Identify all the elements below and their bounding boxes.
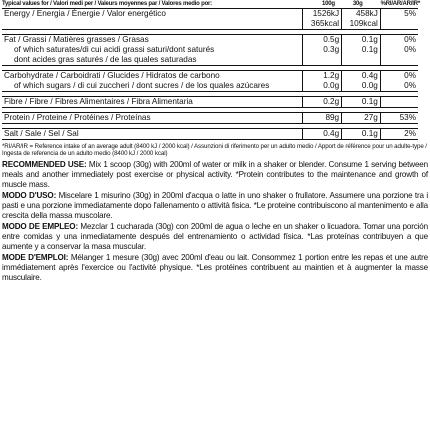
table-row: [2, 45, 418, 55]
row-name: Salt / Sale / Sel / Sal: [2, 129, 303, 140]
nutrition-label: [2, 0, 428, 284]
row-value-30g: 0.4g: [342, 71, 381, 82]
row-ri: 0%: [380, 71, 418, 82]
row-value-100g: 89g: [303, 113, 342, 124]
row-name: Protein / Proteine / Protéines / Proteínas: [2, 113, 303, 124]
row-ri: 0%: [380, 45, 418, 55]
table-row: [2, 97, 418, 108]
usage-es: [2, 222, 428, 252]
row-name: of which sugars / di cui zuccheri / dont sucres / de los quales azúcares: [2, 81, 303, 92]
table-header: [2, 0, 428, 8]
row-ri: 2%: [380, 129, 418, 140]
table-row: [2, 9, 418, 20]
table-row: [2, 81, 418, 92]
nutrition-table: [2, 8, 418, 140]
usage-text: Mezclar 1 cucharada (30g) con 200ml de agua o leche en un shaker o licuadora. Tomar una porción entre comidas y una inmediatamente después del entrenamiento o actividad física. *Las proteínas contribuyen a que aumente y a conservar la masa muscular.: [2, 222, 429, 251]
usage-label: MODO D'USO:: [2, 191, 57, 200]
usage-label: RECOMMENDED USE:: [2, 160, 87, 169]
table-row: [2, 55, 418, 66]
row-value-30g: 0.0g: [342, 81, 381, 92]
row-ri: 53%: [380, 113, 418, 124]
usage-en: [2, 160, 428, 190]
header-col-ri: %RI/AR/AR/IR*: [380, 1, 420, 7]
usage-instructions: [2, 160, 428, 283]
table-row: [2, 113, 418, 124]
row-name: dont acides gras saturés / de las quales saturadas: [2, 55, 303, 66]
row-value-100g: 0.4g: [303, 129, 342, 140]
row-name: Carbohydrate / Carboidrati / Glucides / Hidratos de carbono: [2, 71, 303, 82]
row-name: of which saturates/di cui acidi grassi saturi/dont saturés: [14, 45, 215, 54]
header-col-100g: 100g: [321, 1, 335, 7]
table-row: [2, 71, 418, 82]
row-value-30g: 0.1g: [342, 129, 381, 140]
usage-fr: [2, 253, 428, 283]
row-ri: 0%: [380, 81, 418, 92]
row-value-100g: 0.2g: [303, 97, 342, 108]
row-ri: 0%: [380, 35, 418, 46]
row-name: Fat / Grassi / Matières grasses / Grasas: [2, 35, 303, 46]
row-ri: 5%: [380, 9, 418, 20]
row-value-30g: 27g: [342, 113, 381, 124]
header-left: Typical values for / Valori medi per / Valeurs moyennes par / Valores medio por:: [2, 1, 212, 7]
row-value-30g: 0.1g: [342, 97, 381, 108]
row-value-100g-kcal: 365kcal: [303, 19, 342, 30]
row-value-30g-kcal: 109kcal: [342, 19, 381, 30]
footnote: *RI/AR/IR = Reference intake of an average adult (8400 kJ / 2000 kcal) / Assunzioni di riferimento per un adulto medio / Apport de référence pour un adulte-type / Ingesta de referencia de un adulto medio (8400 kJ / 2000 kcal): [2, 143, 427, 157]
row-value-100g: 0.5g: [303, 35, 342, 46]
usage-label: MODO DE EMPLEO:: [2, 222, 79, 231]
header-col-30g: 30g: [352, 1, 363, 7]
row-value-30g: 458kJ: [342, 9, 381, 20]
row-value-100g: 0.0g: [303, 81, 342, 92]
usage-text: Mélanger 1 mesure (30g) avec 200ml d'eau ou lait. Consommez 1 portion entre les repas et une autre immédiatement après l'exercice ou l'activité physique. *Les protéines contribuent au maintien et à augmenter la masse musculaire.: [2, 253, 428, 282]
row-name: Energy / Energia / Énergie / Valor energético: [2, 9, 303, 20]
row-name: Fibre / Fibre / Fibres Alimentaires / Fibra Alimentaria: [2, 97, 303, 108]
usage-it: [2, 191, 428, 221]
usage-text: Mix 1 scoop (30g) with 200ml of water or milk in a shaker or blender. Consume 1 serving between meals and another immediately post exercise or physical activity. *Protein contributes to the maintenance and growth of muscle mass.: [2, 160, 428, 189]
table-row: [2, 129, 418, 140]
table-row: [2, 19, 418, 30]
row-value-30g: 0.1g: [342, 35, 381, 46]
usage-text: Miscelare 1 misurino (30g) in 200ml d'acqua o latte in uno shaker o frullatore. Assumere una porzione tra i pasti e una porzione immediatamente dopo l'allenamento o attività fisica. *Le proteine contribuiscono al mantenimento e alla crescita della massa muscolare.: [2, 191, 428, 220]
row-value-100g: 1526kJ: [303, 9, 342, 20]
table-row: [2, 35, 418, 46]
row-value-100g: 1.2g: [303, 71, 342, 82]
row-value-30g: 0.1g: [342, 45, 381, 55]
row-ri: [380, 97, 418, 108]
row-value-100g: 0.3g: [303, 45, 342, 55]
usage-label: MODE D'EMPLOI:: [2, 253, 69, 262]
